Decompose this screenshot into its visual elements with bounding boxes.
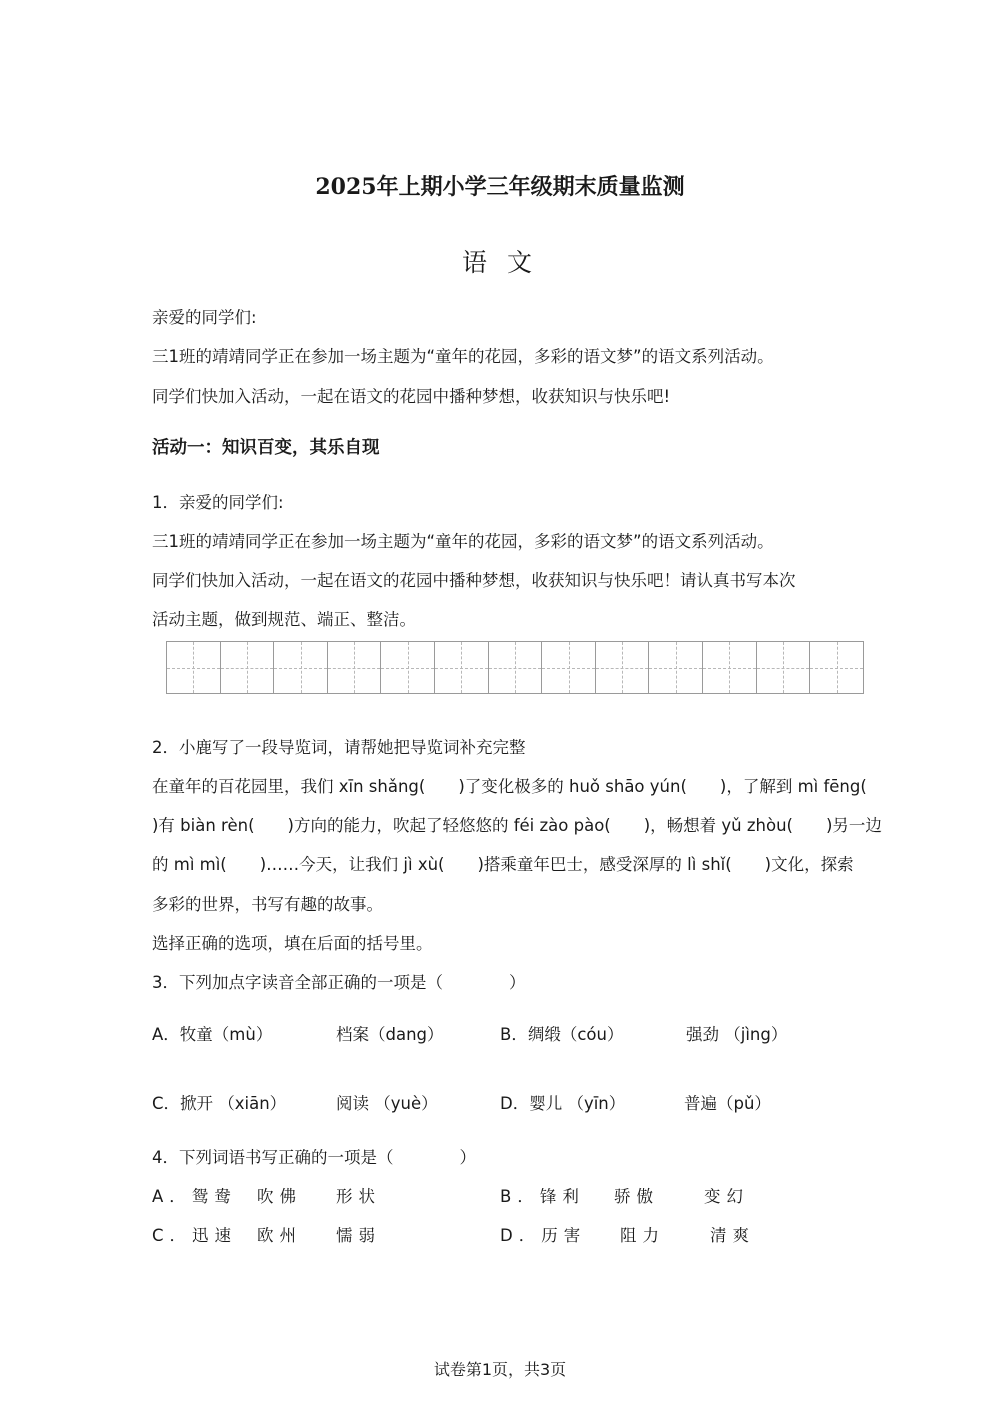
q1-line-1: 1．亲爱的同学们: (152, 493, 284, 512)
q2-line-5: 多彩的世界，书写有趣的故事。 (152, 895, 383, 914)
section-heading: 活动一：知识百变，其乐自现 (152, 438, 380, 458)
q4-option-a[interactable]: A．鸳鸯 (152, 1187, 237, 1206)
q2-line-4: 的 mì mì( )……今天，让我们 jì xù( )搭乘童年巴士，感受深厚的 lì shǐ( )文化，探索 (152, 855, 854, 874)
grid-cell[interactable] (489, 642, 543, 693)
q4-option-b[interactable]: B．锋利 (500, 1187, 585, 1206)
intro-line-1: 三1班的靖靖同学正在参加一场主题为“童年的花园，多彩的语文梦”的语文系列活动。 (152, 347, 774, 366)
q4-option-a-word2: 吹佛 (257, 1187, 302, 1206)
q3-option-a[interactable]: A．牧童（mù） (152, 1025, 273, 1044)
q4-option-c[interactable]: C．迅速 (152, 1226, 238, 1245)
grid-cell[interactable] (596, 642, 650, 693)
q4-option-d[interactable]: D．历害 (500, 1226, 587, 1245)
q3-option-c-word: 阅读 （yuè） (336, 1094, 438, 1113)
intro-line-2: 同学们快加入活动，一起在语文的花园中播种梦想，收获知识与快乐吧! (152, 387, 671, 406)
q3-option-d-word: 普遍（pǔ） (684, 1094, 771, 1113)
q1-line-2: 三1班的靖靖同学正在参加一场主题为“童年的花园，多彩的语文梦”的语文系列活动。 (152, 532, 774, 551)
q4-option-a-word3: 形状 (336, 1187, 381, 1206)
subject-heading: 语 文 (462, 248, 538, 277)
q4-option-b-word2: 骄傲 (614, 1187, 659, 1206)
grid-cell[interactable] (435, 642, 489, 693)
grid-cell[interactable] (703, 642, 757, 693)
q4-option-b-word3: 变幻 (704, 1187, 749, 1206)
q4-stem: 4．下列词语书写正确的一项是（ ） (152, 1148, 476, 1167)
grid-cell[interactable] (810, 642, 863, 693)
page-title: 2025年上期小学三年级期末质量监测 (315, 174, 685, 200)
q4-option-c-word3: 懦弱 (336, 1226, 381, 1245)
q3-option-d[interactable]: D．婴儿 （yīn） (500, 1094, 626, 1113)
grid-cell[interactable] (542, 642, 596, 693)
grid-cell[interactable] (167, 642, 221, 693)
q3-option-c[interactable]: C．掀开 （xiān） (152, 1094, 287, 1113)
q3-stem: 3．下列加点字读音全部正确的一项是（ ） (152, 973, 526, 992)
q2-line-3: )有 biàn rèn( )方向的能力，吹起了轻悠悠的 féi zào pào( )，畅想着 yǔ zhòu( )另一边 (152, 816, 882, 835)
q1-line-3: 同学们快加入活动，一起在语文的花园中播种梦想，收获知识与快乐吧！请认真书写本次 (152, 571, 796, 590)
grid-cell[interactable] (221, 642, 275, 693)
q3-option-b[interactable]: B．绸缎（cóu） (500, 1025, 624, 1044)
grid-cell[interactable] (649, 642, 703, 693)
q3-option-b-word: 强劲 （jìng） (686, 1025, 788, 1044)
grid-cell[interactable] (274, 642, 328, 693)
instruction: 选择正确的选项，填在后面的括号里。 (152, 934, 433, 953)
q4-option-d-word2: 阻力 (620, 1226, 665, 1245)
intro-greeting: 亲爱的同学们: (152, 308, 257, 327)
q4-option-d-word3: 清爽 (710, 1226, 755, 1245)
q2-line-2: 在童年的百花园里，我们 xīn shǎng( )了变化极多的 huǒ shāo yún( )，了解到 mì fēng( (152, 777, 867, 796)
page-footer: 试卷第1页，共3页 (433, 1360, 567, 1379)
q2-line-1: 2．小鹿写了一段导览词，请帮她把导览词补充完整 (152, 738, 526, 757)
grid-cell[interactable] (328, 642, 382, 693)
q3-option-a-word: 档案（dang） (336, 1025, 444, 1044)
grid-cell[interactable] (381, 642, 435, 693)
q1-line-4: 活动主题，做到规范、端正、整洁。 (152, 610, 416, 629)
q4-option-c-word2: 欧州 (257, 1226, 302, 1245)
writing-grid[interactable] (166, 641, 864, 694)
grid-cell[interactable] (757, 642, 811, 693)
